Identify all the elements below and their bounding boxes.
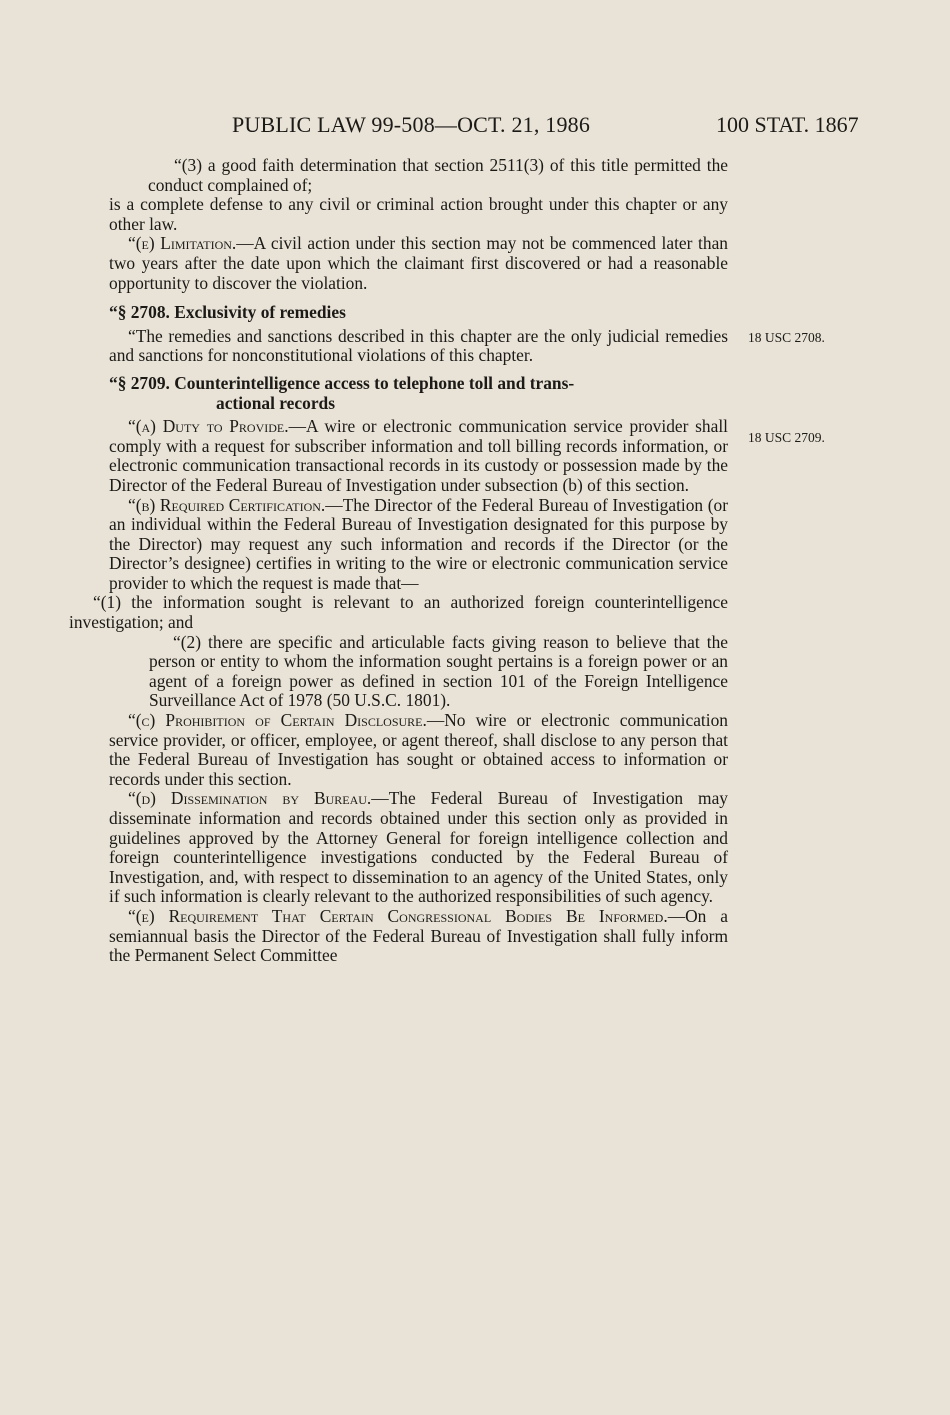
sidenote-2708: 18 USC 2708.	[748, 330, 825, 345]
label-required-certification: “(b) Required Certification.	[128, 494, 326, 515]
label-prohibition: “(c) Prohibition of Certain Disclosure.	[128, 710, 427, 731]
section-heading-2709-line2: actional records	[216, 392, 335, 413]
text-requirement: —On a semiannual basis the Director of the Federal Bureau of Investigation shall fully inform the Permanent Select Committee	[109, 905, 728, 966]
paragraph-e-limitation	[109, 234, 728, 293]
document-body	[69, 155, 729, 966]
paragraph-b1: “(1) the information sought is relevant to an authorized foreign counterintelligence investigation; and	[69, 592, 728, 633]
text-duty-to-provide: —A wire or electronic communication service provider shall comply with a request for subscriber information and toll billing records information, or electronic communication transactional records in its custody or possession made by the Director of the Federal Bureau of Investigation under subsection (b) of this section.	[109, 416, 729, 495]
sidenote-2709: 18 USC 2709.	[748, 430, 825, 445]
paragraph-e-requirement	[109, 907, 728, 966]
text-prohibition: —No wire or electronic communication service provider, or officer, employee, or agent thereof, shall disclose to any person that the Federal Bureau of Investigation has sought or obtained access to information or records under this section.	[109, 710, 728, 789]
page-header-stat-number: 100 STAT. 1867	[716, 112, 859, 137]
page-header-title: PUBLIC LAW 99-508—OCT. 21, 1986	[232, 112, 591, 137]
paragraph-item-3: “(3) a good faith determination that section 2511(3) of this title permitted the conduct complained of;	[148, 155, 728, 195]
label-duty-to-provide: “(a) Duty to Provide.	[128, 416, 289, 437]
section-heading-2709-line1: “§ 2709. Counterintelligence access to telephone toll and trans-	[109, 372, 575, 393]
paragraph-b2: “(2) there are specific and articulable facts giving reason to believe that the person or entity to whom the information sought pertains is a foreign power or an agent of a foreign power as defined in section 101 of the Foreign Intelligence Surveillance Act of 1978 (50 U.S.C. 1801).	[149, 631, 728, 711]
paragraph-c-prohibition	[109, 711, 728, 789]
paragraph-b-certification	[109, 496, 728, 594]
paragraph-exclusivity: “The remedies and sanctions described in this chapter are the only judicial remedies and sanctions for nonconstitutional violations of this chapter.	[109, 325, 728, 366]
paragraph-a-duty	[109, 417, 728, 495]
text-dissemination: —The Federal Bureau of Investigation may disseminate information and records obtained under this section only as provided in guidelines approved by the Attorney General for foreign intelligence collection and foreign counterintelligence investigations conducted by the Federal Bureau of Investigation, and, with respect to dissemination to an agency of the United States, only if such information is clearly relevant to the authorized responsibilities of such agency.	[109, 788, 728, 907]
paragraph-complete-defense: is a complete defense to any civil or criminal action brought under this chapter or any other law.	[109, 194, 728, 234]
label-requirement: “(e) Requirement That Certain Congressional Bodies Be Informed.	[128, 905, 668, 926]
text-required-certification: —The Director of the Federal Bureau of Investigation (or an individual within the Federal Bureau of Investigation designated for this purpose by the Director) may request any such information and records if the Director (or the Director’s designee) certifies in writing to the wire or electronic communication service provider to which the request is made that—	[109, 494, 728, 593]
label-limitation: “(e) Limitation.	[128, 233, 237, 254]
label-dissemination: “(d) Dissemination by Bureau.	[128, 788, 372, 809]
section-heading-2708: “§ 2708. Exclusivity of remedies	[109, 302, 346, 323]
section-heading-2709	[109, 374, 728, 413]
paragraph-d-dissemination	[109, 789, 728, 907]
text-limitation: —A civil action under this section may not be commenced later than two years after the date upon which the claimant first discovered or had a reasonable opportunity to discover the violation.	[109, 233, 728, 293]
